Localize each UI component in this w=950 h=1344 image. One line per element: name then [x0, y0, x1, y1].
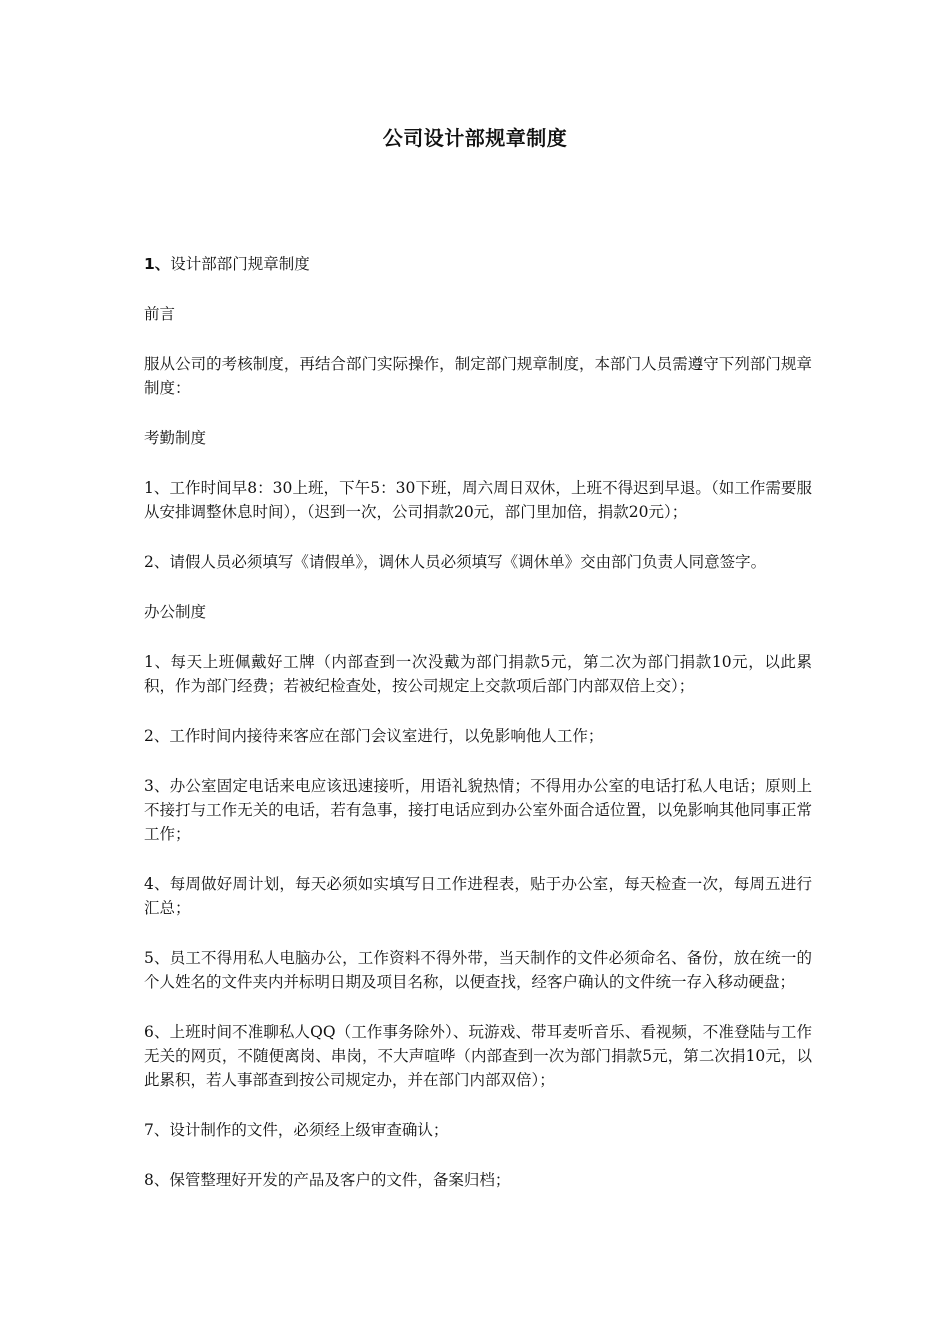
office-item: 7、设计制作的文件，必须经上级审查确认；	[144, 1121, 449, 1139]
attendance-item: 2、请假人员必须填写《请假单》，调休人员必须填写《调休单》交由部门负责人同意签字。	[144, 553, 767, 571]
section-heading	[144, 252, 812, 276]
attendance-item: 1、工作时间早8：30上班，下午5：30下班，周六周日双休，上班不得迟到早退。（如工作需要服从安排调整休息时间），（迟到一次，公司捐款20元，部门里加倍，捐款20元）；	[144, 479, 812, 521]
office-item: 5、员工不得用私人电脑办公，工作资料不得外带，当天制作的文件必须命名、备份，放在统一的个人姓名的文件夹内并标明日期及项目名称，以便查找，经客户确认的文件统一存入移动硬盘；	[144, 949, 812, 991]
office-heading: 办公制度	[144, 603, 207, 621]
office-item: 3、办公室固定电话来电应该迅速接听，用语礼貌热情；不得用办公室的电话打私人电话；原则上不接打与工作无关的电话，若有急事，接打电话应到办公室外面合适位置，以免影响其他同事正常工作；	[144, 777, 812, 843]
document-title: 公司设计部规章制度	[382, 126, 568, 150]
office-item: 2、工作时间内接待来客应在部门会议室进行，以免影响他人工作；	[144, 727, 604, 745]
office-item: 8、保管整理好开发的产品及客户的文件，备案归档；	[144, 1171, 511, 1189]
office-item: 6、上班时间不准聊私人QQ（工作事务除外）、玩游戏、带耳麦听音乐、看视频，不准登陆与工作无关的网页，不随便离岗、串岗，不大声喧哗（内部查到一次为部门捐款5元，第二次捐10元，以此累积，若人事部查到按公司规定办，并在部门内部双倍）；	[144, 1023, 812, 1089]
preface-text: 服从公司的考核制度，再结合部门实际操作，制定部门规章制度，本部门人员需遵守下列部门规章制度：	[144, 355, 812, 397]
attendance-heading: 考勤制度	[144, 429, 207, 447]
office-item: 1、每天上班佩戴好工牌（内部查到一次没戴为部门捐款5元，第二次为部门捐款10元，以此累积，作为部门经费；若被纪检查处，按公司规定上交款项后部门内部双倍上交）；	[144, 653, 812, 695]
section-title: 设计部部门规章制度	[170, 255, 310, 273]
document-body	[144, 252, 812, 1218]
section-number: 1、	[144, 255, 171, 273]
office-item: 4、每周做好周计划，每天必须如实填写日工作进程表，贴于办公室，每天检查一次，每周五进行汇总；	[144, 875, 812, 917]
preface-label: 前言	[144, 305, 176, 323]
